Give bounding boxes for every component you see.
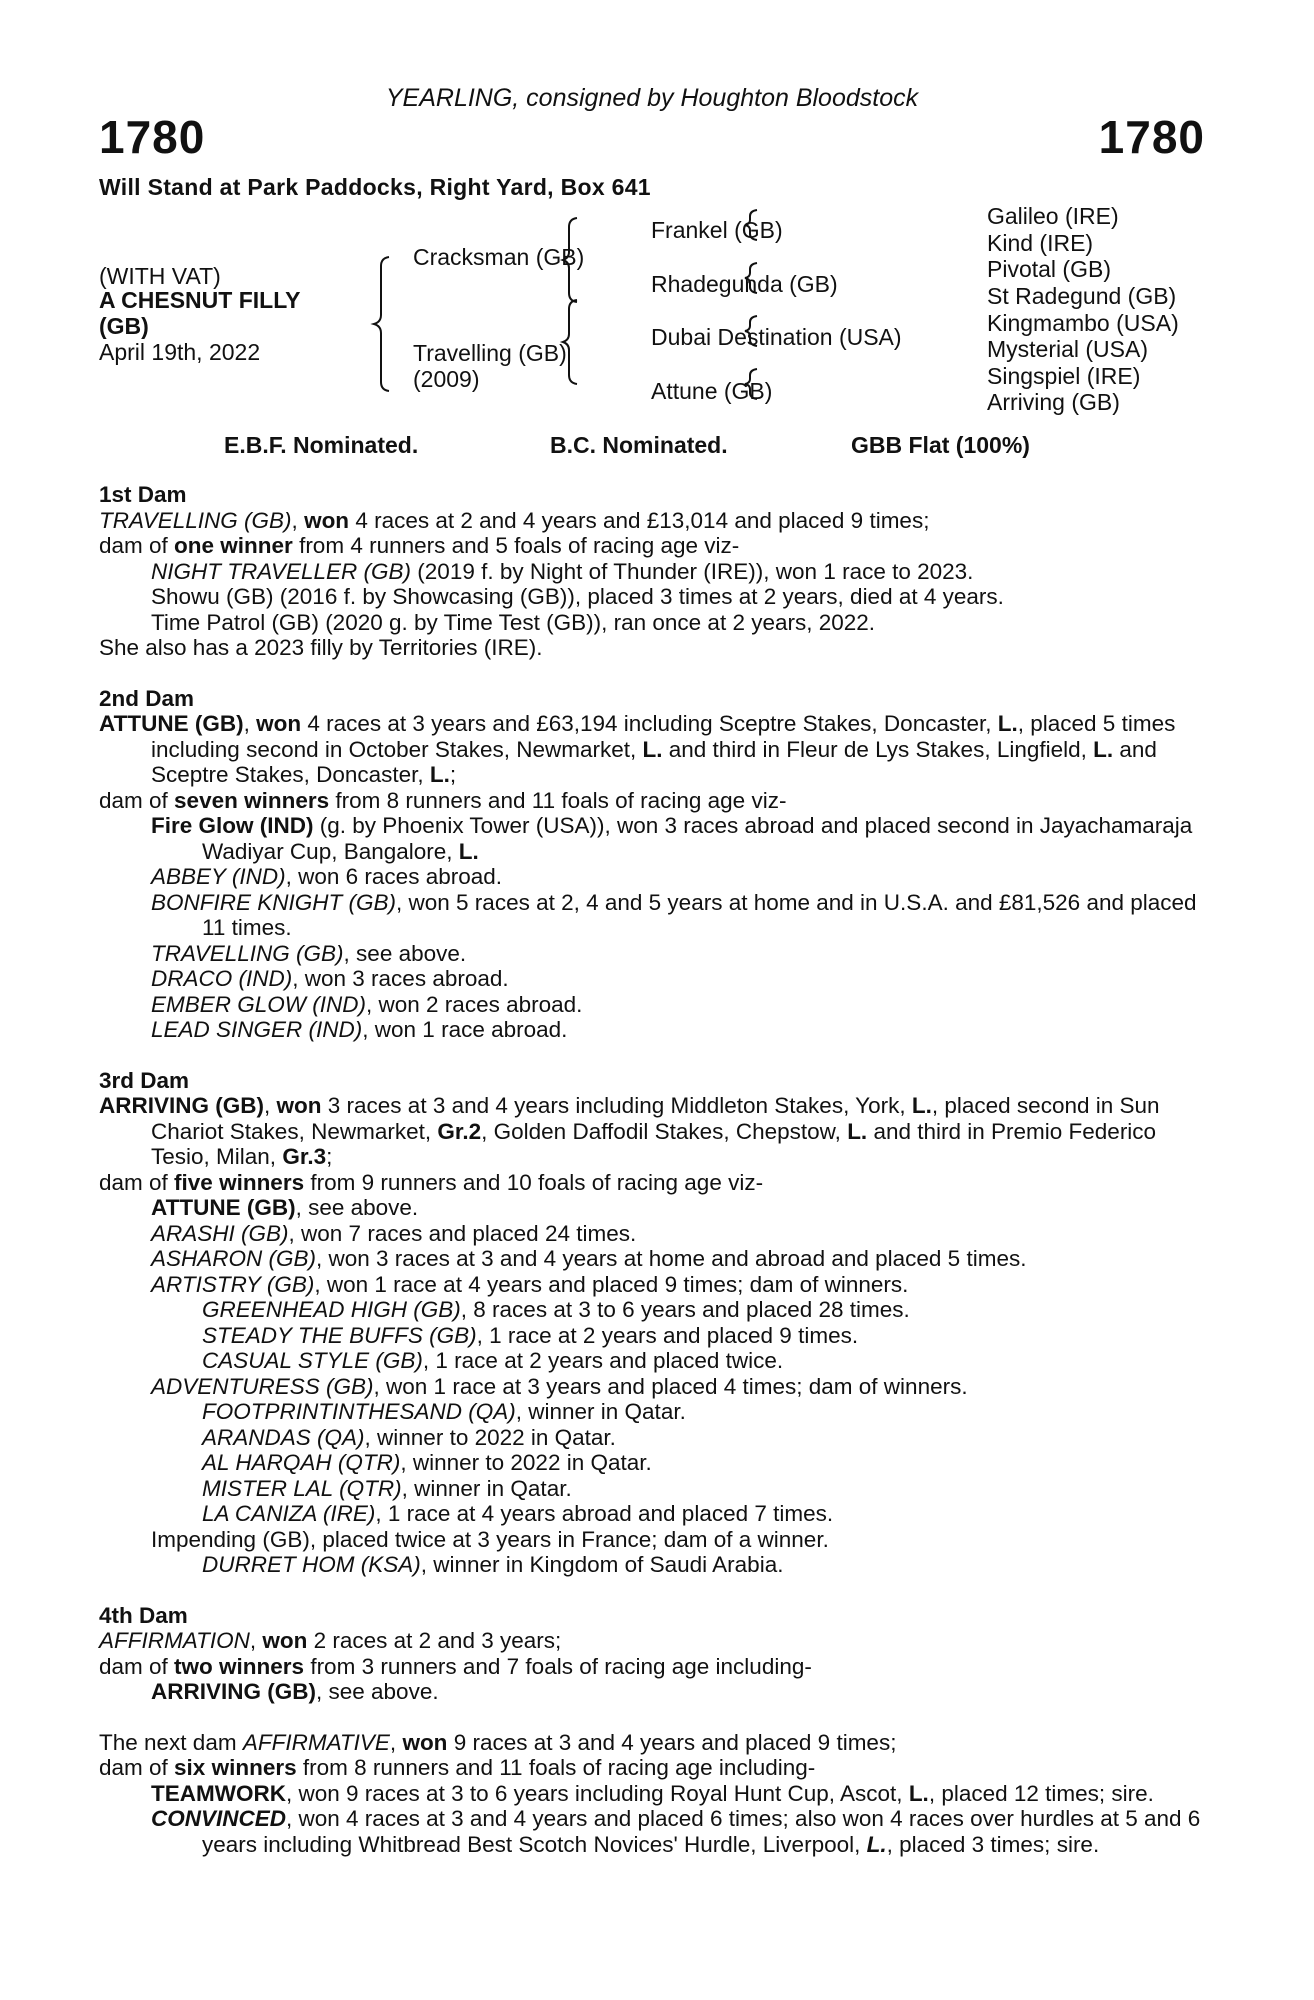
ancestor-3: Pivotal (GB) — [987, 256, 1111, 282]
dam-summary: dam of one winner from 4 runners and 5 foals of racing age viz- — [99, 533, 740, 558]
grandproduce-entry: AL HARQAH (QTR), winner to 2022 in Qatar. — [202, 1450, 652, 1475]
dam-summary: dam of five winners from 9 runners and 10 foals of racing age viz- — [99, 1169, 764, 1195]
subject-name-country: (GB) — [99, 313, 149, 339]
produce-entry: Impending (GB), placed twice at 3 years in France; dam of a winner. — [151, 1526, 829, 1552]
lot-number-right: 1780 — [1098, 111, 1205, 163]
grandproduce-entry: GREENHEAD HIGH (GB), 8 races at 3 to 6 years and placed 28 times. — [202, 1297, 910, 1322]
ancestor-4: St Radegund (GB) — [987, 283, 1177, 309]
produce-entry: NIGHT TRAVELLER (GB) (2019 f. by Night of Thunder (IRE)), won 1 race to 2023. — [151, 558, 974, 584]
grandproduce-entry: ARANDAS (QA), winner to 2022 in Qatar. — [202, 1424, 616, 1450]
dam-line: AFFIRMATION, won 2 races at 2 and 3 years; — [99, 1628, 562, 1653]
bc-nomination: B.C. Nominated. — [550, 432, 728, 458]
third-dam-section — [99, 1068, 1205, 1578]
produce-entry: BONFIRE KNIGHT (GB), won 5 races at 2, 4 and 5 years at home and in U.S.A. and £81,526 and placed 11 times. — [151, 889, 1197, 940]
stand-location: Will Stand at Park Paddocks, Right Yard, Box 641 — [99, 174, 651, 200]
vat-note: (WITH VAT) — [99, 263, 221, 289]
dam-line: TRAVELLING (GB), won 4 races at 2 and 4 years and £13,014 and placed 9 times; — [99, 507, 930, 533]
grandproduce-entry: LA CANIZA (IRE), 1 race at 4 years abroad and placed 7 times. — [202, 1501, 834, 1526]
grandproduce-entry: MISTER LAL (QTR), winner in Qatar. — [202, 1475, 572, 1501]
produce-entry: ARRIVING (GB), see above. — [151, 1679, 439, 1704]
produce-entry: Time Patrol (GB) (2020 g. by Time Test (GB)), ran once at 2 years, 2022. — [151, 609, 876, 635]
gbb-flat: GBB Flat (100%) — [851, 432, 1030, 458]
section-heading: 4th Dam — [99, 1602, 188, 1628]
produce-entry: ADVENTURESS (GB), won 1 race at 3 years and placed 4 times; dam of winners. — [151, 1373, 968, 1399]
dam-summary: dam of six winners from 8 runners and 11 foals of racing age including- — [99, 1755, 816, 1780]
produce-entry: ABBEY (IND), won 6 races abroad. — [151, 864, 503, 889]
produce-entry: Showu (GB) (2016 f. by Showcasing (GB)), placed 3 times at 2 years, died at 4 years. — [151, 584, 1004, 609]
produce-entry: TEAMWORK, won 9 races at 3 to 6 years including Royal Hunt Cup, Ascot, L., placed 12 times; sire. — [151, 1780, 1154, 1806]
produce-entry: DRACO (IND), won 3 races abroad. — [151, 966, 509, 991]
produce-entry: ARTISTRY (GB), won 1 race at 4 years and placed 9 times; dam of winners. — [151, 1271, 909, 1297]
foaling-date: April 19th, 2022 — [99, 339, 261, 365]
grandproduce-entry: FOOTPRINTINTHESAND (QA), winner in Qatar. — [202, 1399, 686, 1424]
dam-dam: Attune (GB) — [651, 378, 773, 404]
produce-entry: ASHARON (GB), won 3 races at 3 and 4 years at home and abroad and placed 5 times. — [151, 1246, 1027, 1271]
section-heading: 1st Dam — [99, 482, 187, 507]
dam-sire: Dubai Destination (USA) — [651, 324, 902, 350]
produce-entry: LEAD SINGER (IND), won 1 race abroad. — [151, 1017, 568, 1042]
produce-entry: CONVINCED, won 4 races at 3 and 4 years and placed 6 times; also won 4 races over hurdles at 5 and 6 years including Whitbread Best Scotch Novices' Hurdle, Liverpool, L., placed 3 times; sire. — [151, 1806, 1201, 1857]
produce-entry: EMBER GLOW (IND), won 2 races abroad. — [151, 991, 583, 1017]
subject-name: A CHESNUT FILLY — [99, 287, 301, 313]
section-heading: 2nd Dam — [99, 685, 195, 711]
sire-sire: Frankel (GB) — [651, 217, 783, 243]
dam-summary: dam of two winners from 3 runners and 7 foals of racing age including- — [99, 1653, 812, 1679]
dam: Travelling (GB) — [413, 340, 567, 366]
dam-year: (2009) — [413, 366, 480, 392]
produce-entry: Fire Glow (IND) (g. by Phoenix Tower (USA)), won 3 races abroad and placed second in Jayachamaraja Wadiyar Cup, Bangalore, L. — [151, 813, 1193, 864]
produce-record — [99, 482, 1205, 1882]
dam-line: ARRIVING (GB), won 3 races at 3 and 4 years including Middleton Stakes, York, L., placed second in Sun Chariot Stakes, Newmarket, Gr.2, Golden Daffodil Stakes, Chepstow, L. and third in Premio Federico Tesio, Milan, Gr.3; — [99, 1093, 1160, 1169]
ancestor-8: Arriving (GB) — [987, 389, 1120, 415]
dam-line: The next dam AFFIRMATIVE, won 9 races at 3 and 4 years and placed 9 times; — [99, 1729, 897, 1755]
produce-entry: TRAVELLING (GB), see above. — [151, 940, 467, 966]
ebf-nomination: E.B.F. Nominated. — [224, 432, 419, 458]
second-dam-section — [99, 686, 1205, 1043]
section-heading: 3rd Dam — [99, 1067, 190, 1093]
produce-entry: ARASHI (GB), won 7 races and placed 24 times. — [151, 1220, 637, 1246]
ancestor-5: Kingmambo (USA) — [987, 310, 1179, 336]
next-dam-section — [99, 1730, 1205, 1858]
ancestor-6: Mysterial (USA) — [987, 336, 1149, 362]
fourth-dam-section — [99, 1603, 1205, 1705]
produce-note: She also has a 2023 filly by Territories (IRE). — [99, 635, 543, 660]
pedigree-table — [99, 200, 1205, 425]
dam-summary: dam of seven winners from 8 runners and 11 foals of racing age viz- — [99, 787, 787, 813]
lot-number-left: 1780 — [99, 111, 206, 163]
first-dam-section — [99, 482, 1205, 661]
consignor-line: YEARLING, consigned by Houghton Bloodstock — [385, 84, 919, 112]
dam-line: ATTUNE (GB), won 4 races at 3 years and £63,194 including Sceptre Stakes, Doncaster, L., placed 5 times including second in October Stakes, Newmarket, L. and third in Fleur de Lys Stakes, Lingfield, L. and Sceptre Stakes, Doncaster, L.; — [99, 711, 1176, 787]
ancestor-7: Singspiel (IRE) — [987, 363, 1141, 389]
ancestor-1: Galileo (IRE) — [987, 203, 1119, 229]
ancestor-2: Kind (IRE) — [987, 230, 1094, 256]
sire: Cracksman (GB) — [413, 244, 585, 270]
produce-entry: ATTUNE (GB), see above. — [151, 1195, 419, 1220]
grandproduce-entry: STEADY THE BUFFS (GB), 1 race at 2 years and placed 9 times. — [202, 1322, 859, 1348]
sire-dam: Rhadegunda (GB) — [651, 271, 838, 297]
grandproduce-entry: DURRET HOM (KSA), winner in Kingdom of Saudi Arabia. — [202, 1552, 784, 1577]
grandproduce-entry: CASUAL STYLE (GB), 1 race at 2 years and placed twice. — [202, 1348, 784, 1373]
